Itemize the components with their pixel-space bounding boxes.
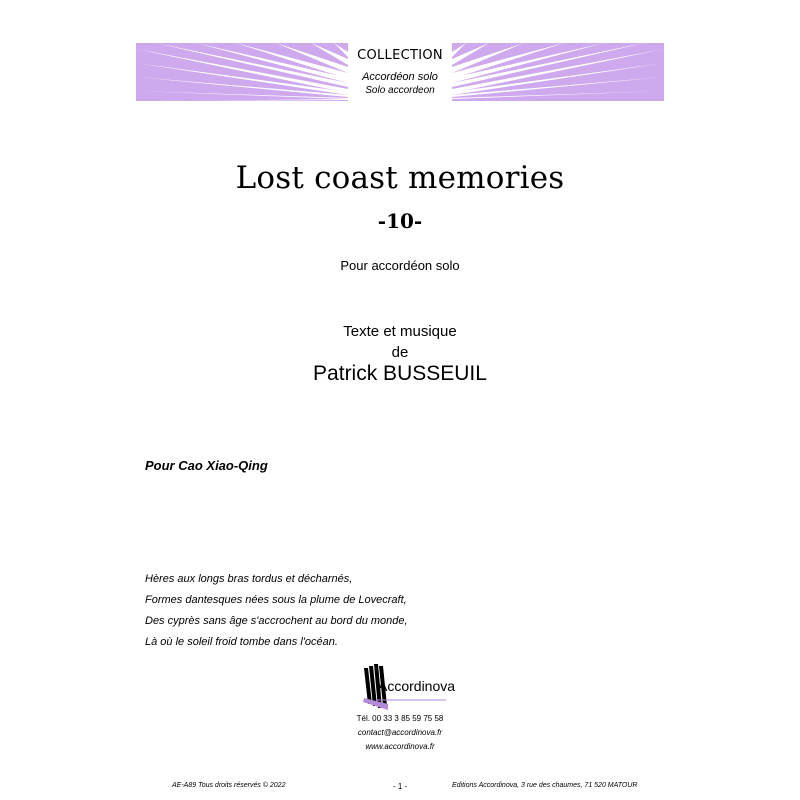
piece-title: Lost coast memories bbox=[235, 160, 565, 196]
website-link[interactable]: www.accordinova.fr bbox=[365, 742, 435, 751]
contact-block bbox=[0, 713, 800, 755]
credit-line: Texte et musique bbox=[343, 323, 457, 340]
dedication: Pour Cao Xiao-Qing bbox=[145, 458, 268, 473]
publisher-address: Editions Accordinova, 3 rue des chaumes, 71 520 MATOUR bbox=[452, 782, 638, 789]
poem-line: Là où le soleil froid tombe dans l'océan. bbox=[145, 636, 338, 648]
email-link[interactable]: contact@accordinova.fr bbox=[357, 728, 443, 737]
logo-text: Accordinova bbox=[378, 678, 456, 694]
footer-reference: AE-A89 Tous droits réservés © 2022 bbox=[172, 782, 286, 789]
phone: Tél. 00 33 3 85 59 75 58 bbox=[356, 714, 444, 723]
banner-label-box bbox=[348, 43, 452, 101]
poem-line: Hères aux longs bras tordus et décharnés, bbox=[145, 573, 353, 585]
poem bbox=[145, 572, 408, 656]
collection-banner bbox=[136, 43, 664, 101]
credit-by: de bbox=[391, 344, 409, 361]
collection-subtitle-en: Solo accordeon bbox=[365, 85, 435, 96]
poem-line: Formes dantesques nées sous la plume de Lovecraft, bbox=[145, 594, 407, 606]
piece-number: -10- bbox=[377, 209, 423, 233]
poem-line: Des cyprès sans âge s'accrochent au bord du monde, bbox=[145, 615, 408, 627]
publisher-logo bbox=[360, 660, 456, 712]
collection-subtitle-fr: Accordéon solo bbox=[362, 71, 438, 83]
collection-label: COLLECTION bbox=[357, 48, 443, 63]
page-number: - 1 - bbox=[393, 782, 408, 791]
author-name: Patrick BUSSEUIL bbox=[313, 362, 487, 385]
instrumentation: Pour accordéon solo bbox=[340, 258, 460, 273]
